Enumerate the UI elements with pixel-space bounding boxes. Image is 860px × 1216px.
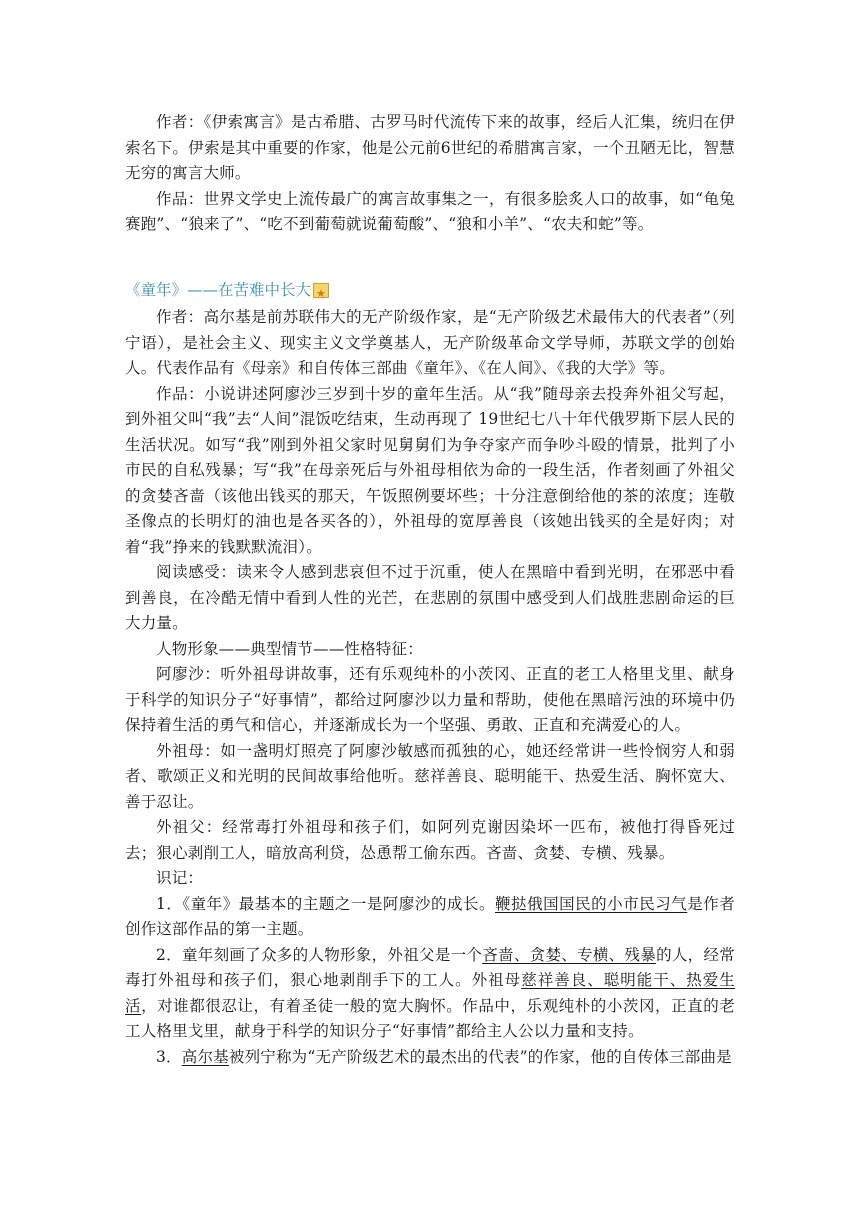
star-badge-icon — [313, 283, 329, 298]
note-3 — [125, 1045, 735, 1071]
note-2-text-b: 的人，经常毒打外祖母和孩子们，狠心地剥削手下的工人。外祖母 — [125, 945, 735, 989]
note-2 — [125, 943, 735, 1045]
note-2-underlined-1: 吝啬、贪婪、专横、残暴 — [482, 945, 657, 964]
note-1-text-a: 1．《童年》最基本的主题之一是阿廖沙的成长。 — [156, 894, 496, 913]
note-1 — [125, 892, 735, 943]
alyosha-paragraph: 阿廖沙：听外祖母讲故事，还有乐观纯朴的小茨冈、正直的老工人格里戈里、献身于科学的知识分子“好事情”，都给过阿廖沙以力量和帮助，使他在黑暗污浊的环境中仍保持着生活的勇气和信心，并逐渐成长为一个坚强、勇敢、正直和充满爱心的人。 — [125, 665, 735, 734]
note-2-text-c: ，对谁都很忍让，有着圣徒一般的宽大胸怀。作品中，乐观纯朴的小茨冈，正直的老工人格里戈里，献身于科学的知识分子“好事情”都给主人公以力量和支持。 — [125, 996, 735, 1040]
characters-heading: 人物形象——典型情节——性格特征： — [156, 639, 423, 658]
note-2-text-a: 2．童年刻画了众多的人物形象，外祖父是一个 — [156, 945, 483, 964]
aesop-section — [125, 110, 735, 238]
childhood-heading-text: 《童年》——在苦难中长大 — [125, 281, 312, 299]
grandmother-paragraph: 外祖母：如一盏明灯照亮了阿廖沙敏感而孤独的心，她还经常讲一些怜悯穷人和弱者、歌颂正义和光明的民间故事给他听。慈祥善良、聪明能干、热爱生活、胸怀宽大、善于忍让。 — [125, 741, 735, 811]
gorky-author-paragraph: 作者：高尔基是前苏联伟大的无产阶级作家，是“无产阶级艺术最伟大的代表者”（列宁语），是社会主义、现实主义文学奠基人，无产阶级革命文学导师，苏联文学的创始人。代表作品有《母亲》和自传体三部曲《童年》、《在人间》、《我的大学》等。 — [125, 308, 735, 377]
note-3-text-a: 3． — [156, 1047, 182, 1066]
aesop-author-paragraph: 作者：《伊索寓言》是古希腊、古罗马时代流传下来的故事，经后人汇集，统归在伊索名下。伊索是其中重要的作家，他是公元前6世纪的希腊寓言家，一个丑陋无比，智慧无穷的寓言大师。 — [125, 113, 735, 182]
childhood-heading — [125, 278, 329, 302]
note-3-underlined: 高尔基 — [181, 1047, 229, 1066]
grandfather-paragraph: 外祖父：经常毒打外祖母和孩子们，如阿列克谢因染坏一匹布，被他打得昏死过去；狠心剥削工人，暗放高利贷，怂恿帮工偷东西。吝啬、贪婪、专横、残暴。 — [125, 818, 735, 862]
aesop-work-paragraph: 作品：世界文学史上流传最广的寓言故事集之一，有很多脍炙人口的故事，如“龟兔赛跑”、“狼来了”、“吃不到葡萄就说葡萄酸”、“狼和小羊”、“农夫和蛇”等。 — [125, 189, 735, 233]
note-2-underlined-2: 慈祥善良、聪明能干、热爱生活 — [125, 971, 735, 1015]
note-1-underlined: 鞭挞俄国国民的小市民习气 — [495, 894, 688, 913]
reading-feeling-paragraph: 阅读感受：读来令人感到悲哀但不过于沉重，使人在黑暗中看到光明，在邪恶中看到善良，在冷酷无情中看到人性的光芒，在悲剧的氛围中感受到人们战胜悲剧命运的巨大力量。 — [125, 563, 735, 632]
note-3-text-b: 被列宁称为“无产阶级艺术的最杰出的代表”的作家，他的自传体三部曲是 — [228, 1047, 732, 1066]
childhood-work-paragraph: 作品：小说讲述阿廖沙三岁到十岁的童年生活。从“我”随母亲去投奔外祖父写起，到外祖父叫“我”去“人间”混饭吃结束，生动再现了 19世纪七八十年代俄罗斯下层人民的生活状况。如写“我”刚到外祖父家时见舅舅们为争夺家产而争吵斗殴的情景，批判了小市民的自私残暴；写“我”在母亲死后与外祖母相依为命的一段生活，作者刻画了外祖父的贪婪吝啬（该他出钱买的那天，午饭照例要坏些；十分注意倒给他的茶的浓度；连敬圣像点的长明灯的油也是各买各的），外祖母的宽厚善良（该她出钱买的全是好肉；对着“我”挣来的钱默默流泪）。 — [125, 384, 735, 556]
notes-title: 识记： — [156, 869, 204, 887]
note-1-text-b: 是作者创作这部作品的第一主题。 — [125, 894, 736, 938]
childhood-section — [125, 305, 735, 1070]
